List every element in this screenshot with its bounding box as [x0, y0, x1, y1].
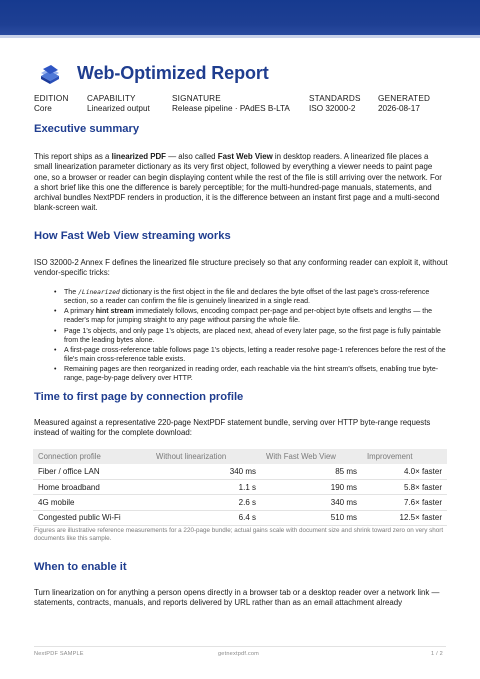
- footer-divider: [34, 646, 446, 647]
- meta-signature: SIGNATURE Release pipeline · PAdES B-LTA: [172, 94, 290, 113]
- header-band: [0, 0, 480, 35]
- summary-paragraph: This report ships as a linearized PDF — also called Fast Web View in desktop readers. A linearized file places a small linearization parameter dictionary as its very first object, followed by everything a viewer needs to paint page one, so a browser or reader can begin displaying content while the rest of the file is still arriving over the network. For a short brief like this one the difference is barely perceptible; for the multi-hundred-page manuals, statements, and archival bundles NextPDF renders in production, it is the difference between an instant first page and a multi-second blank-screen wait.: [34, 152, 442, 213]
- timing-table: [33, 449, 447, 526]
- list-item: • Remaining pages are then reorganized in reading order, each reachable via the hint stream's offsets, enabling true byte-range, page-by-page delivery over HTTP.: [54, 366, 439, 383]
- meta-generated: GENERATED 2026-08-17: [378, 94, 431, 113]
- meta-edition: EDITION Core: [34, 94, 69, 113]
- table-row: Home broadband 1.1 s 190 ms 5.8× faster: [33, 479, 447, 494]
- streaming-list: [54, 289, 446, 386]
- list-item: • The /Linearized dictionary is the first object in the file and declares the byte offset of the last page's cross-reference section, so a reader can confirm the file is genuinely linearized in a single read.: [54, 289, 430, 305]
- column-header: Connection profile: [33, 449, 151, 464]
- heading-streaming: How Fast Web View streaming works: [34, 230, 231, 242]
- stacked-pages-icon: [38, 63, 62, 85]
- column-header: Improvement: [362, 449, 447, 464]
- heading-time-to-first-page: Time to first page by connection profile: [34, 391, 244, 403]
- table-row: Fiber / office LAN 340 ms 85 ms 4.0× faster: [33, 464, 447, 479]
- header-band-edge: [0, 35, 480, 38]
- table-header-row: [33, 449, 447, 464]
- inline-code: /Linearized: [78, 289, 120, 296]
- footer-link[interactable]: getnextpdf.com: [218, 651, 260, 657]
- footer-left: NextPDF SAMPLE: [34, 651, 84, 657]
- column-header: Without linearization: [151, 449, 261, 464]
- enable-paragraph: Turn linearization on for anything a person opens directly in a browser tab or a desktop reader over a network link — statements, contracts, manuals, and reports delivered by URL rather than as an email attachment already: [34, 588, 440, 608]
- list-item: • A primary hint stream immediately follows, encoding compact per-page and per-object byte offsets and lengths — the reader's map for jumping straight to any page without parsing the whole file.: [54, 308, 433, 325]
- page-number: 1 / 2: [431, 651, 443, 657]
- list-item: • A first-page cross-reference table follows page 1's objects, letting a reader resolve page-1 references before the rest of the file's main cross-reference table exists.: [54, 346, 446, 363]
- heading-executive-summary: Executive summary: [34, 123, 140, 135]
- heading-when-to-enable: When to enable it: [34, 561, 127, 573]
- list-item: • Page 1's objects, and only page 1's objects, are placed next, ahead of every later page, so the first page is fully paintable from the leading bytes alone.: [54, 327, 441, 344]
- timing-intro: Measured against a representative 220-page NextPDF statement bundle, serving over HTTP byte-range requests instead of waiting for the complete download:: [34, 418, 431, 438]
- table-footnote: Figures are illustrative reference measurements for a 220-page bundle; actual gains scale with document size and shrink toward zero on very short documents like this sample.: [34, 527, 444, 543]
- page-title: Web-Optimized Report: [77, 63, 269, 83]
- table-row: 4G mobile 2.6 s 340 ms 7.6× faster: [33, 495, 447, 510]
- table-row: Congested public Wi-Fi 6.4 s 510 ms 12.5× faster: [33, 510, 447, 525]
- column-header: With Fast Web View: [261, 449, 362, 464]
- streaming-intro: ISO 32000-2 Annex F defines the linearized file structure precisely so that any conforming reader can exploit it, without vendor-specific tricks:: [34, 258, 448, 278]
- meta-capability: CAPABILITY Linearized output: [87, 94, 150, 113]
- meta-standards: STANDARDS ISO 32000-2: [309, 94, 361, 113]
